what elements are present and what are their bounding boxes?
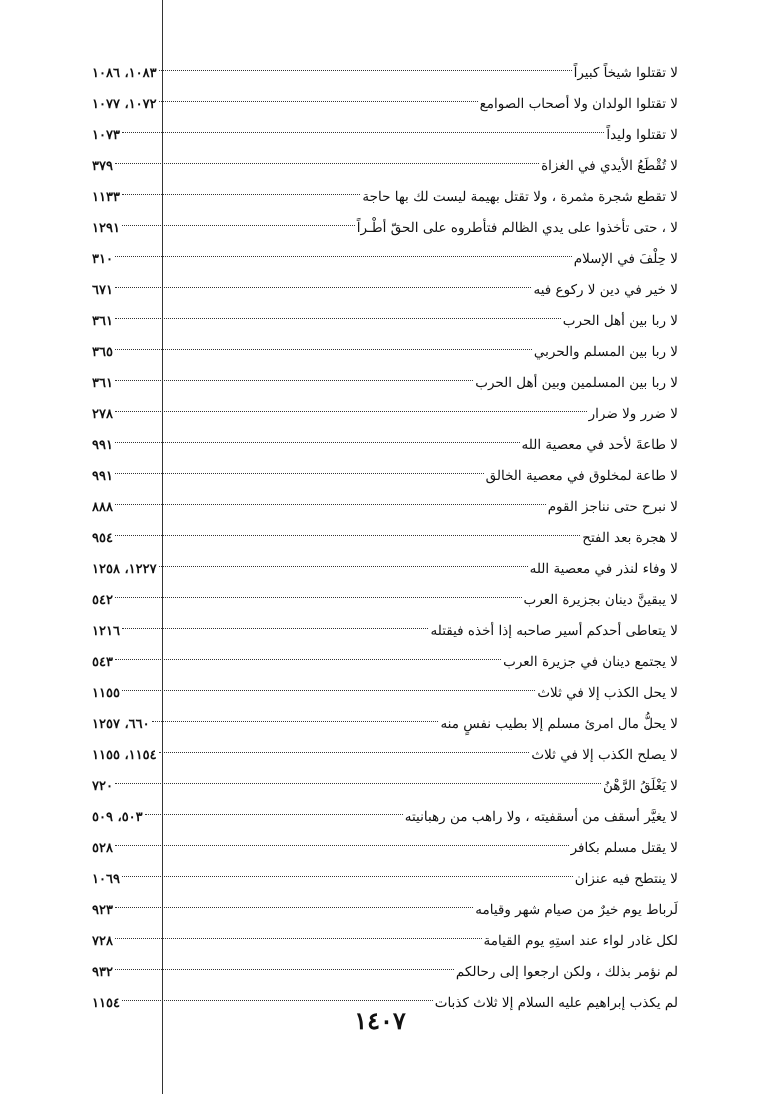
index-entry [92, 740, 678, 771]
dot-leader [159, 752, 530, 753]
entry-page-numbers: ٨٨٨ [92, 500, 113, 515]
index-entry [92, 771, 678, 802]
entry-page-numbers: ٩٢٣ [92, 903, 113, 918]
entry-text: لا وفاء لنذر في معصية الله [529, 561, 678, 577]
dot-leader [122, 876, 573, 877]
index-entry [92, 182, 678, 213]
entry-page-numbers: ٩٣٢ [92, 965, 113, 980]
entry-page-numbers: ٥٤٢ [92, 593, 113, 608]
index-entry [92, 957, 678, 988]
index-entry [92, 151, 678, 182]
dot-leader [145, 814, 403, 815]
dot-leader [115, 256, 572, 257]
entry-text: لا يَغْلَقُ الرَّهْنُ [603, 778, 678, 794]
entry-page-numbers: ١١٥٤، ١١٥٥ [92, 748, 157, 763]
entry-text: لا خير في دين لا ركوع فيه [533, 282, 678, 298]
index-entry [92, 89, 678, 120]
entry-text: لا نبرح حتى نناجز القوم [547, 499, 678, 515]
dot-leader [115, 783, 601, 784]
entry-text: لَرباط يوم خيرٌ من صيام شهر وقيامه [475, 902, 678, 918]
entry-page-numbers: ٣١٠ [92, 252, 113, 267]
dot-leader [122, 628, 429, 629]
index-entry [92, 58, 678, 89]
entry-text: لا حِلْفَ في الإسلام [573, 251, 678, 267]
entry-text: لا يحل الكذب إلا في ثلاث [537, 685, 678, 701]
dot-leader [115, 845, 569, 846]
entry-text: لا يغيَّر أسقف من أسقفيته ، ولا راهب من رهبانيته [404, 809, 678, 825]
entry-text: لا يبقينَّ دينان بجزيرة العرب [523, 592, 678, 608]
entry-page-numbers: ٩٩١ [92, 469, 113, 484]
dot-leader [115, 969, 454, 970]
entry-page-numbers: ٣٦٥ [92, 345, 113, 360]
entry-text: لا يتعاطى أحدكم أسير صاحبه إذا أخذه فيقتله [430, 623, 678, 639]
index-entry [92, 647, 678, 678]
entry-text: لا تُقْطَعُ الأيدي في الغزاة [541, 158, 678, 174]
entry-text: لا يقتل مسلم بكافر [570, 840, 678, 856]
index-entry [92, 895, 678, 926]
index-entry [92, 492, 678, 523]
index-entry [92, 337, 678, 368]
entry-page-numbers: ١١٣٣ [92, 190, 120, 205]
dot-leader [122, 194, 360, 195]
dot-leader [122, 1000, 433, 1001]
entry-text: لا ينتطح فيه عنزان [574, 871, 678, 887]
index-entry [92, 678, 678, 709]
index-entry [92, 585, 678, 616]
entry-page-numbers: ٥٠٣، ٥٠٩ [92, 810, 143, 825]
dot-leader [115, 163, 539, 164]
entry-text: لا تقتلوا وليداً [606, 127, 678, 143]
dot-leader [115, 442, 520, 443]
dot-leader [122, 225, 355, 226]
entry-page-numbers: ٥٤٣ [92, 655, 113, 670]
dot-leader [115, 287, 532, 288]
dot-leader [115, 318, 561, 319]
entry-text: لا تقطع شجرة مثمرة ، ولا تقتل بهيمة ليست لك بها حاجة [362, 189, 678, 205]
index-entry [92, 213, 678, 244]
entry-text: لم يكذب إبراهيم عليه السلام إلا ثلاث كذبات [434, 995, 678, 1011]
dot-leader [122, 132, 604, 133]
page-number: ١٤٠٧ [354, 1006, 406, 1035]
index-entry [92, 709, 678, 740]
index-entry [92, 306, 678, 337]
entry-text: لا ربا بين المسلمين وبين أهل الحرب [475, 375, 678, 391]
entry-page-numbers: ٩٥٤ [92, 531, 113, 546]
entry-text: لا ربا بين المسلم والحربي [533, 344, 678, 360]
entry-page-numbers: ١٠٧٢، ١٠٧٧ [92, 97, 157, 112]
dot-leader [115, 659, 501, 660]
entry-page-numbers: ٥٢٨ [92, 841, 113, 856]
index-entry [92, 368, 678, 399]
entry-page-numbers: ٢٧٨ [92, 407, 113, 422]
hadith-index-list [92, 58, 678, 1019]
entry-page-numbers: ٧٢٠ [92, 779, 113, 794]
entry-text: لا ، حتى تأخذوا على يدي الظالم فتأطروه على الحقّ أطْـراً [356, 220, 678, 236]
dot-leader [115, 597, 522, 598]
entry-page-numbers: ١٢٩١ [92, 221, 120, 236]
index-entry [92, 802, 678, 833]
index-entry [92, 926, 678, 957]
dot-leader [115, 411, 587, 412]
entry-page-numbers: ٣٦١ [92, 314, 113, 329]
index-entry [92, 554, 678, 585]
entry-text: لكل غادر لواء عند استِهِ يوم القيامة [483, 933, 678, 949]
index-entry [92, 399, 678, 430]
entry-page-numbers: ١٠٨٣، ١٠٨٦ [92, 66, 157, 81]
index-entry [92, 244, 678, 275]
entry-text: لا تقتلوا الولدان ولا أصحاب الصوامع [479, 96, 678, 112]
index-entry [92, 430, 678, 461]
entry-text: لا يجتمع دينان في جزيرة العرب [503, 654, 678, 670]
entry-text: لا ضرر ولا ضرار [588, 406, 678, 422]
entry-text: لا يحلُّ مال امرئ مسلم إلا بطيب نفسٍ منه [440, 716, 678, 732]
entry-text: لا يصلح الكذب إلا في ثلاث [531, 747, 678, 763]
entry-page-numbers: ١٢١٦ [92, 624, 120, 639]
entry-page-numbers: ١١٥٤ [92, 996, 120, 1011]
dot-leader [115, 535, 580, 536]
entry-page-numbers: ٦٦٠، ١٢٥٧ [92, 717, 150, 732]
dot-leader [115, 504, 546, 505]
entry-text: لم نؤمر بذلك ، ولكن ارجعوا إلى رحالكم [455, 964, 678, 980]
dot-leader [159, 566, 528, 567]
entry-page-numbers: ٧٢٨ [92, 934, 113, 949]
entry-page-numbers: ٦٧١ [92, 283, 113, 298]
dot-leader [115, 349, 532, 350]
entry-text: لا ربا بين أهل الحرب [562, 313, 678, 329]
dot-leader [122, 690, 535, 691]
index-entry [92, 523, 678, 554]
index-entry [92, 120, 678, 151]
dot-leader [159, 70, 572, 71]
entry-text: لا طاعةَ لأحد في معصية الله [521, 437, 678, 453]
index-entry [92, 833, 678, 864]
entry-page-numbers: ١٠٦٩ [92, 872, 120, 887]
entry-page-numbers: ٩٩١ [92, 438, 113, 453]
dot-leader [115, 938, 482, 939]
dot-leader [115, 473, 484, 474]
entry-page-numbers: ١٠٧٣ [92, 128, 120, 143]
dot-leader [115, 907, 473, 908]
entry-page-numbers: ٣٦١ [92, 376, 113, 391]
entry-page-numbers: ٣٧٩ [92, 159, 113, 174]
dot-leader [159, 101, 478, 102]
entry-text: لا طاعة لمخلوق في معصية الخالق [485, 468, 678, 484]
index-entry [92, 275, 678, 306]
index-entry [92, 616, 678, 647]
index-entry [92, 461, 678, 492]
entry-text: لا تقتلوا شيخاً كبيراً [573, 65, 678, 81]
entry-text: لا هجرة بعد الفتح [582, 530, 678, 546]
dot-leader [115, 380, 473, 381]
dot-leader [152, 721, 439, 722]
index-entry [92, 864, 678, 895]
entry-page-numbers: ١١٥٥ [92, 686, 120, 701]
entry-page-numbers: ١٢٢٧، ١٢٥٨ [92, 562, 157, 577]
